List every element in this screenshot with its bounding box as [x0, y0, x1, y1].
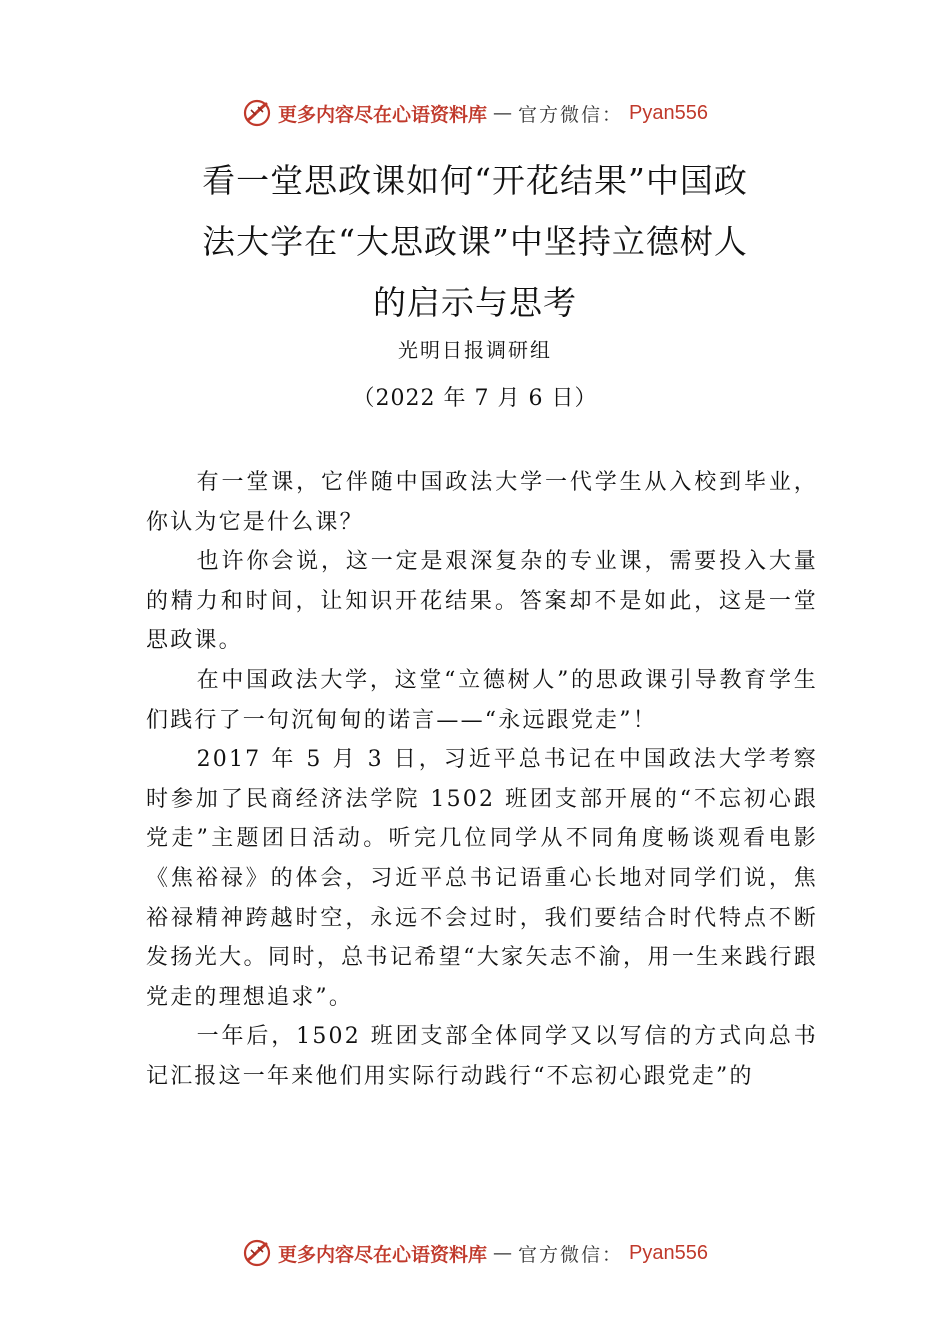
paragraph: 有一堂课，它伴随中国政法大学一代学生从入校到毕业，你认为它是什么课？ [146, 470, 818, 535]
article-author: 光明日报调研组 [398, 338, 552, 362]
title-line: 看一堂思政课如何“开花结果”中国政 [202, 161, 748, 200]
title-line: 的启示与思考 [373, 283, 577, 322]
watermark-label: 官方微信： [518, 1243, 624, 1266]
watermark-brand: 更多内容尽在心语资料库 [278, 103, 488, 126]
paragraph: 在中国政法大学，这堂“立德树人”的思政课引导教育学生们践行了一句沉甸甸的诺言——“永远跟党走”！ [146, 667, 818, 733]
paragraph: 一年后，1502 班团支部全体同学又以写信的方式向总书记汇报这一年来他们用实际行动践行“不忘初心跟党走”的 [146, 1024, 818, 1089]
article-date: （2022 年 7 月 6 日） [352, 386, 598, 411]
article-title [160, 150, 790, 333]
paragraph: 也许你会说，这一定是艰深复杂的专业课，需要投入大量的精力和时间，让知识开花结果。答案却不是如此，这是一堂思政课。 [146, 549, 818, 654]
watermark-separator: — [493, 1242, 513, 1264]
brush-logo-icon [242, 1238, 272, 1268]
paragraph: 2017 年 5 月 3 日，习近平总书记在中国政法大学考察时参加了民商经济法学院 1502 班团支部开展的“不忘初心跟党走”主题团日活动。听完几位同学从不同角度畅谈观看电影《焦裕禄》的体会，习近平总书记语重心长地对同学们说，焦裕禄精神跨越时空，永远不会过时，我们要结合时代特点不断发扬光大。同时，总书记希望“大家矢志不渝，用一生来践行跟党走的理想追求”。 [146, 747, 818, 1010]
watermark-separator: — [493, 102, 513, 124]
title-line: 法大学在“大思政课”中坚持立德树人 [202, 222, 748, 261]
watermark-wechat-id: Pyan556 [629, 101, 708, 124]
brush-logo-icon [242, 98, 272, 128]
watermark-header [0, 96, 950, 130]
watermark-label: 官方微信： [518, 103, 624, 126]
watermark-brand: 更多内容尽在心语资料库 [278, 1243, 488, 1266]
watermark-footer [0, 1236, 950, 1270]
article-body [146, 463, 818, 1097]
watermark-wechat-id: Pyan556 [629, 1241, 708, 1264]
